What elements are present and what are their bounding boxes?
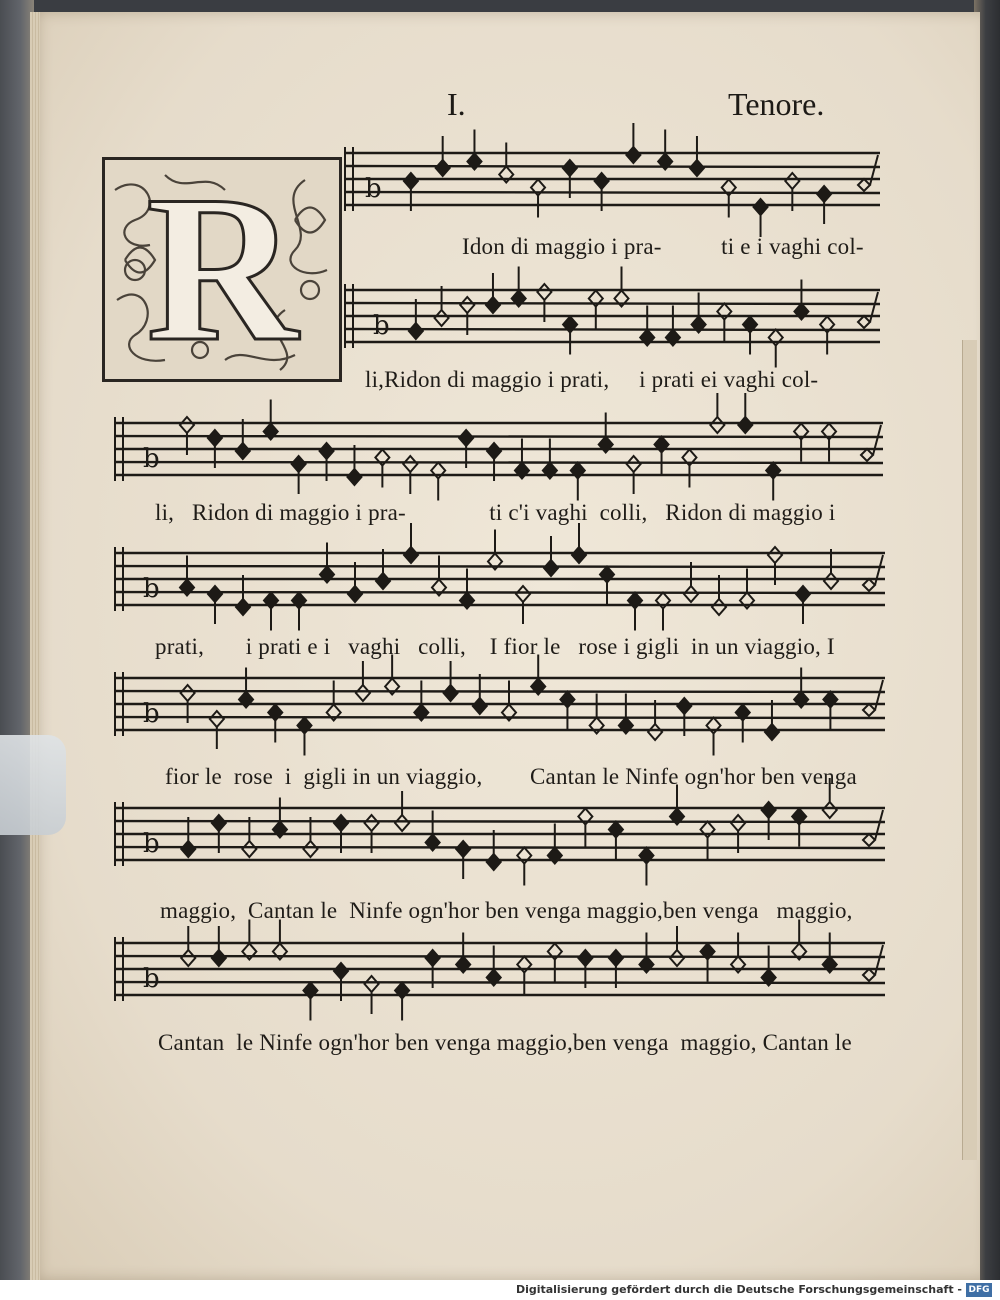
note-head [823,802,837,818]
note-head [404,547,418,563]
note-head [768,547,782,563]
note-head [212,950,226,966]
initial-letter: R [146,153,298,385]
dfg-logo: DFG [966,1283,992,1297]
note-head [765,724,779,740]
note-head [292,456,306,472]
fore-edge [962,340,977,1160]
lyric-line-7: Cantan le Ninfe ogn'hor ben venga maggio,ben venga maggio, Cantan le [158,1030,852,1055]
note-head [712,599,726,615]
flat-sign: b [365,174,382,204]
note-head [460,297,474,313]
note-head [365,976,379,992]
lyric-line-1: Idon di maggio i pra- ti e i vaghi col- [462,234,864,259]
note-head [181,950,195,966]
note-head [626,147,640,163]
note-head [409,323,423,339]
custos-mark [863,810,883,846]
note-head [303,841,317,857]
lyric-line-2: li,Ridon di maggio i prati, i prati ei vaghi col- [365,367,819,392]
note-head [404,173,418,189]
note-head [572,547,586,563]
staff-line [115,566,885,567]
page-edge-stack [30,12,40,1280]
note-head [648,724,662,740]
note-head [710,417,724,433]
staff-line [115,717,885,718]
lyric-line-5: fior le rose i gigli in un viaggio, Cantan le Ninfe ogn'hor ben venga [165,764,857,789]
staff-line [115,847,885,848]
note-head [473,698,487,714]
decorated-initial [102,153,342,385]
note-head [376,573,390,589]
footer-credit: Digitalisierung gefördert durch die Deutsche Forschungsgemeinschaft - [515,1283,962,1296]
page-tab-marker [0,735,66,835]
staff-line [115,436,883,437]
custos-mark [863,555,883,591]
note-head [487,854,501,870]
note-head [670,950,684,966]
note-head [320,443,334,459]
note-head [609,950,623,966]
note-head [236,599,250,615]
note-head [516,586,530,602]
note-head [817,186,831,202]
staff-lines [115,935,885,1010]
note-head [242,841,256,857]
staff-line [345,329,880,330]
note-head [210,711,224,727]
staff-line [115,462,883,463]
note-head [403,456,417,472]
flat-sign: b [143,574,160,604]
piece-number: I. [447,86,466,122]
note-head [595,173,609,189]
note-head [181,841,195,857]
flat-sign: b [143,699,160,729]
staff-lines [115,800,885,875]
flat-sign: b [373,311,390,341]
note-head [762,802,776,818]
music-staff-4 [115,545,885,620]
note-head [796,586,810,602]
note-head [487,443,501,459]
note-head [334,815,348,831]
voice-part-title: Tenore. [728,86,825,122]
note-head [456,841,470,857]
staff-lines [115,545,885,620]
music-staff-7 [115,935,885,1010]
note-head [578,950,592,966]
lyric-line-6: maggio, Cantan le Ninfe ogn'hor ben venga maggio,ben venga maggio, [160,898,853,923]
note-head [347,469,361,485]
note-head [690,160,704,176]
note-head [754,199,768,215]
note-head [348,586,362,602]
custos-mark [858,155,878,191]
note-head [785,173,799,189]
note-head [544,560,558,576]
note-head [537,284,551,300]
music-staff-3 [115,415,883,490]
note-head [684,586,698,602]
note-head [365,815,379,831]
note-head [435,310,449,326]
staff-lines [115,415,883,490]
note-head [181,685,195,701]
note-head [563,160,577,176]
note-head [444,685,458,701]
staff-lines [345,145,880,220]
custos-mark [863,945,883,981]
music-staff-6 [115,800,885,875]
music-staff-5 [115,670,885,745]
note-head [334,963,348,979]
note-head [212,815,226,831]
staff-line [345,192,880,193]
staff-lines [345,282,880,357]
note-head [459,430,473,446]
music-staff-1 [345,145,880,220]
staff-line [345,166,880,167]
staff-line [345,303,880,304]
staff-lines [115,670,885,745]
custos-mark [863,680,883,716]
note-head [486,297,500,313]
custos-mark [861,425,881,461]
book-spine [0,0,34,1300]
note-head [627,456,641,472]
note-head [356,685,370,701]
music-staff-2 [345,282,880,357]
note-head [180,417,194,433]
staff-line [115,592,885,593]
flat-sign: b [143,444,160,474]
footer-bar [0,1280,1000,1300]
note-head [426,950,440,966]
note-head [824,573,838,589]
staff-line [115,691,885,692]
note-head [208,586,222,602]
note-head [395,815,409,831]
custos-mark [858,292,878,328]
lyric-line-4: prati, i prati e i vaghi colli, I fior le rose i gigli in un viaggio, I [155,634,835,659]
note-head [738,417,752,433]
note-head [236,443,250,459]
flat-sign: b [143,964,160,994]
note-head [208,430,222,446]
note-head [436,160,450,176]
note-head [677,698,691,714]
lyric-line-3: li, Ridon di maggio i pra- ti c'i vaghi colli, Ridon di maggio i [155,500,836,525]
flat-sign: b [143,829,160,859]
